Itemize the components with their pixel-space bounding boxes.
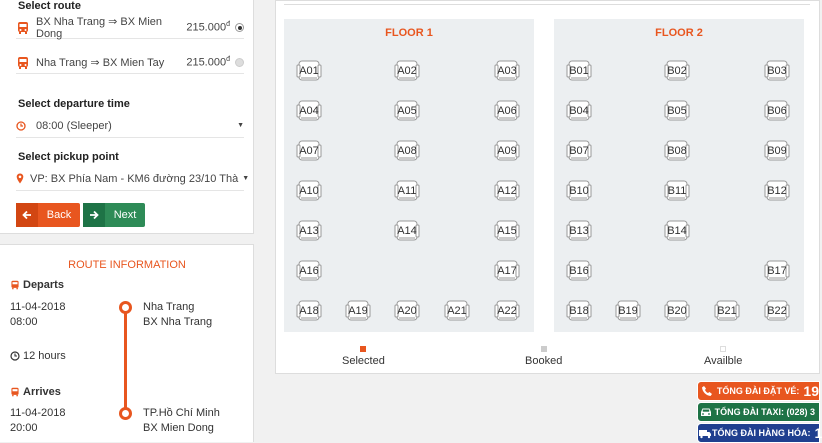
seat-b17[interactable] — [764, 260, 790, 282]
seat-label: A03 — [494, 65, 520, 77]
seat-label: B19 — [615, 305, 641, 317]
hotline-label: TỔNG ĐÀI TAXI: (028) 3 — [715, 407, 815, 417]
booked-swatch — [541, 346, 547, 352]
selected-swatch — [360, 346, 366, 352]
route-price: $215.000^đ$ — [186, 56, 230, 69]
legend-booked — [525, 346, 562, 367]
hotline-booking[interactable] — [697, 381, 820, 401]
seat-label: B16 — [566, 265, 592, 277]
booking-form-panel — [0, 0, 254, 234]
seat-a22[interactable] — [494, 300, 520, 322]
hotline-taxi[interactable] — [697, 402, 820, 422]
bus-icon — [10, 387, 20, 397]
floor-title: FLOOR 1 — [284, 27, 534, 39]
seat-label: B13 — [566, 225, 592, 237]
seat-label: A08 — [394, 145, 420, 157]
seat-label: A13 — [296, 225, 322, 237]
seat-label: A22 — [494, 305, 520, 317]
car-icon — [698, 407, 715, 418]
legend-selected-label: Selected — [342, 355, 385, 367]
next-button-label: Next — [105, 209, 145, 221]
bus-icon — [16, 21, 30, 35]
seat-a21[interactable] — [444, 300, 470, 322]
arrive-date: 11-04-2018 — [10, 406, 65, 421]
depart-datetime — [10, 300, 65, 330]
route-radio[interactable] — [235, 58, 244, 67]
seat-label: A07 — [296, 145, 322, 157]
seat-label: A04 — [296, 105, 322, 117]
chevron-down-icon: ▼ — [242, 175, 249, 182]
seat-label: B22 — [764, 305, 790, 317]
seat-label: B18 — [566, 305, 592, 317]
seat-b07[interactable] — [566, 140, 592, 162]
arrive-datetime — [10, 406, 65, 436]
pickup-point-select[interactable] — [16, 167, 244, 191]
seat-label: A01 — [296, 65, 322, 77]
seat-b20[interactable] — [664, 300, 690, 322]
seat-b16[interactable] — [566, 260, 592, 282]
duration — [10, 350, 66, 362]
seat-label: A18 — [296, 305, 322, 317]
seat-a09[interactable] — [494, 140, 520, 162]
seat-label: B21 — [714, 305, 740, 317]
seat-b13[interactable] — [566, 220, 592, 242]
available-swatch — [720, 346, 726, 352]
seat-a08[interactable] — [394, 140, 420, 162]
seat-a18[interactable] — [296, 300, 322, 322]
seat-label: B11 — [664, 185, 690, 197]
arrive-city: TP.Hồ Chí Minh — [143, 406, 220, 421]
seat-b03[interactable] — [764, 60, 790, 82]
arrives-label: Arrives — [23, 386, 61, 398]
seat-b12[interactable] — [764, 180, 790, 202]
legend-available — [704, 346, 742, 367]
seat-a12[interactable] — [494, 180, 520, 202]
seat-b19[interactable] — [615, 300, 641, 322]
seat-label: A20 — [394, 305, 420, 317]
seat-b04[interactable] — [566, 100, 592, 122]
seat-label: B10 — [566, 185, 592, 197]
seat-a02[interactable] — [394, 60, 420, 82]
floor-2 — [554, 19, 804, 332]
seat-b18[interactable] — [566, 300, 592, 322]
seat-a07[interactable] — [296, 140, 322, 162]
seat-b01[interactable] — [566, 60, 592, 82]
seat-a13[interactable] — [296, 220, 322, 242]
seat-label: B12 — [764, 185, 790, 197]
depart-time: 08:00 — [10, 315, 65, 330]
seat-label: B20 — [664, 305, 690, 317]
seat-b06[interactable] — [764, 100, 790, 122]
seat-label: A05 — [394, 105, 420, 117]
seat-a10[interactable] — [296, 180, 322, 202]
back-button-label: Back — [38, 209, 80, 221]
seat-label: A09 — [494, 145, 520, 157]
timeline-start-dot — [119, 301, 132, 314]
seat-b21[interactable] — [714, 300, 740, 322]
seat-b14[interactable] — [664, 220, 690, 242]
depart-location — [143, 300, 212, 330]
bus-icon — [10, 280, 20, 290]
seat-b08[interactable] — [664, 140, 690, 162]
departure-time-select[interactable] — [16, 114, 244, 138]
route-name: BX Nha Trang ⇒ BX Mien Dong — [34, 15, 186, 40]
seat-a11[interactable] — [394, 180, 420, 202]
seat-label: B07 — [566, 145, 592, 157]
seat-a14[interactable] — [394, 220, 420, 242]
depart-station: BX Nha Trang — [143, 315, 212, 330]
seat-b11[interactable] — [664, 180, 690, 202]
arrow-left-icon — [16, 203, 38, 227]
route-name: Nha Trang ⇒ BX Mien Tay — [34, 56, 186, 69]
seat-a20[interactable] — [394, 300, 420, 322]
legend-selected — [342, 346, 385, 367]
depart-city: Nha Trang — [143, 300, 212, 315]
pickup-point-value: VP: BX Phía Nam - KM6 đường 23/10 Thà — [30, 173, 238, 185]
back-button[interactable] — [16, 203, 80, 227]
seat-a19[interactable] — [345, 300, 371, 322]
seat-label: A16 — [296, 265, 322, 277]
hotline-label: TỔNG ĐÀI ĐẶT VÉ: — [717, 386, 800, 396]
clock-icon — [10, 351, 20, 361]
seat-label: A02 — [394, 65, 420, 77]
truck-icon — [698, 428, 712, 439]
hotline-number: 19 — [803, 383, 819, 399]
route-timeline — [124, 307, 127, 412]
legend-booked-label: Booked — [525, 355, 562, 367]
seat-label: A12 — [494, 185, 520, 197]
seat-label: A10 — [296, 185, 322, 197]
floor-title: FLOOR 2 — [554, 27, 804, 39]
seat-b10[interactable] — [566, 180, 592, 202]
seat-label: B14 — [664, 225, 690, 237]
seat-label: B09 — [764, 145, 790, 157]
departure-time-label: Select departure time — [18, 98, 130, 110]
seat-label: B03 — [764, 65, 790, 77]
seat-label: A15 — [494, 225, 520, 237]
seat-a04[interactable] — [296, 100, 322, 122]
hotline-widget[interactable] — [697, 381, 820, 442]
seat-a05[interactable] — [394, 100, 420, 122]
departure-time-value: 08:00 (Sleeper) — [36, 120, 233, 132]
hotline-label: TỔNG ĐÀI HÀNG HÓA: — [712, 428, 811, 438]
divider — [284, 4, 810, 5]
seat-b22[interactable] — [764, 300, 790, 322]
seat-b05[interactable] — [664, 100, 690, 122]
route-option-2[interactable] — [16, 52, 244, 74]
seat-a01[interactable] — [296, 60, 322, 82]
seat-label: A11 — [394, 185, 420, 197]
seat-label: A06 — [494, 105, 520, 117]
seat-b09[interactable] — [764, 140, 790, 162]
seat-a03[interactable] — [494, 60, 520, 82]
location-pin-icon — [16, 173, 24, 184]
phone-icon — [698, 385, 717, 397]
bus-icon — [16, 56, 30, 70]
duration-value: 12 hours — [23, 350, 66, 362]
seat-b02[interactable] — [664, 60, 690, 82]
depart-date: 11-04-2018 — [10, 300, 65, 315]
seat-label: B17 — [764, 265, 790, 277]
timeline-end-dot — [119, 407, 132, 420]
hotline-cargo[interactable] — [697, 423, 820, 443]
seat-label: A19 — [345, 305, 371, 317]
legend-available-label: Availble — [704, 355, 742, 367]
route-radio[interactable] — [235, 23, 244, 32]
route-option-1[interactable] — [16, 17, 244, 39]
clock-icon — [16, 121, 30, 131]
seat-label: A17 — [494, 265, 520, 277]
seat-label: B08 — [664, 145, 690, 157]
arrives-heading — [10, 386, 61, 398]
chevron-down-icon: ▼ — [237, 122, 244, 129]
seat-label: B04 — [566, 105, 592, 117]
seat-label: B01 — [566, 65, 592, 77]
arrow-right-icon — [83, 203, 105, 227]
floor-1 — [284, 19, 534, 332]
pickup-point-label: Select pickup point — [18, 151, 119, 163]
route-price: $215.000^đ$ — [186, 21, 230, 34]
arrive-time: 20:00 — [10, 421, 65, 436]
route-info-title: ROUTE INFORMATION — [0, 259, 254, 271]
departs-heading — [10, 279, 64, 291]
seat-label: A21 — [444, 305, 470, 317]
seat-a06[interactable] — [494, 100, 520, 122]
arrive-location — [143, 406, 220, 436]
seat-label: B02 — [664, 65, 690, 77]
seat-label: B06 — [764, 105, 790, 117]
select-route-label: Select route — [18, 0, 81, 12]
seat-a16[interactable] — [296, 260, 322, 282]
seat-label: A14 — [394, 225, 420, 237]
next-button[interactable] — [83, 203, 145, 227]
seat-a17[interactable] — [494, 260, 520, 282]
departs-label: Departs — [23, 279, 64, 291]
seat-map-panel — [275, 0, 820, 374]
arrive-station: BX Mien Dong — [143, 421, 220, 436]
seat-label: B05 — [664, 105, 690, 117]
seat-a15[interactable] — [494, 220, 520, 242]
hotline-number: 1 — [815, 425, 822, 441]
route-information-panel — [0, 244, 254, 442]
